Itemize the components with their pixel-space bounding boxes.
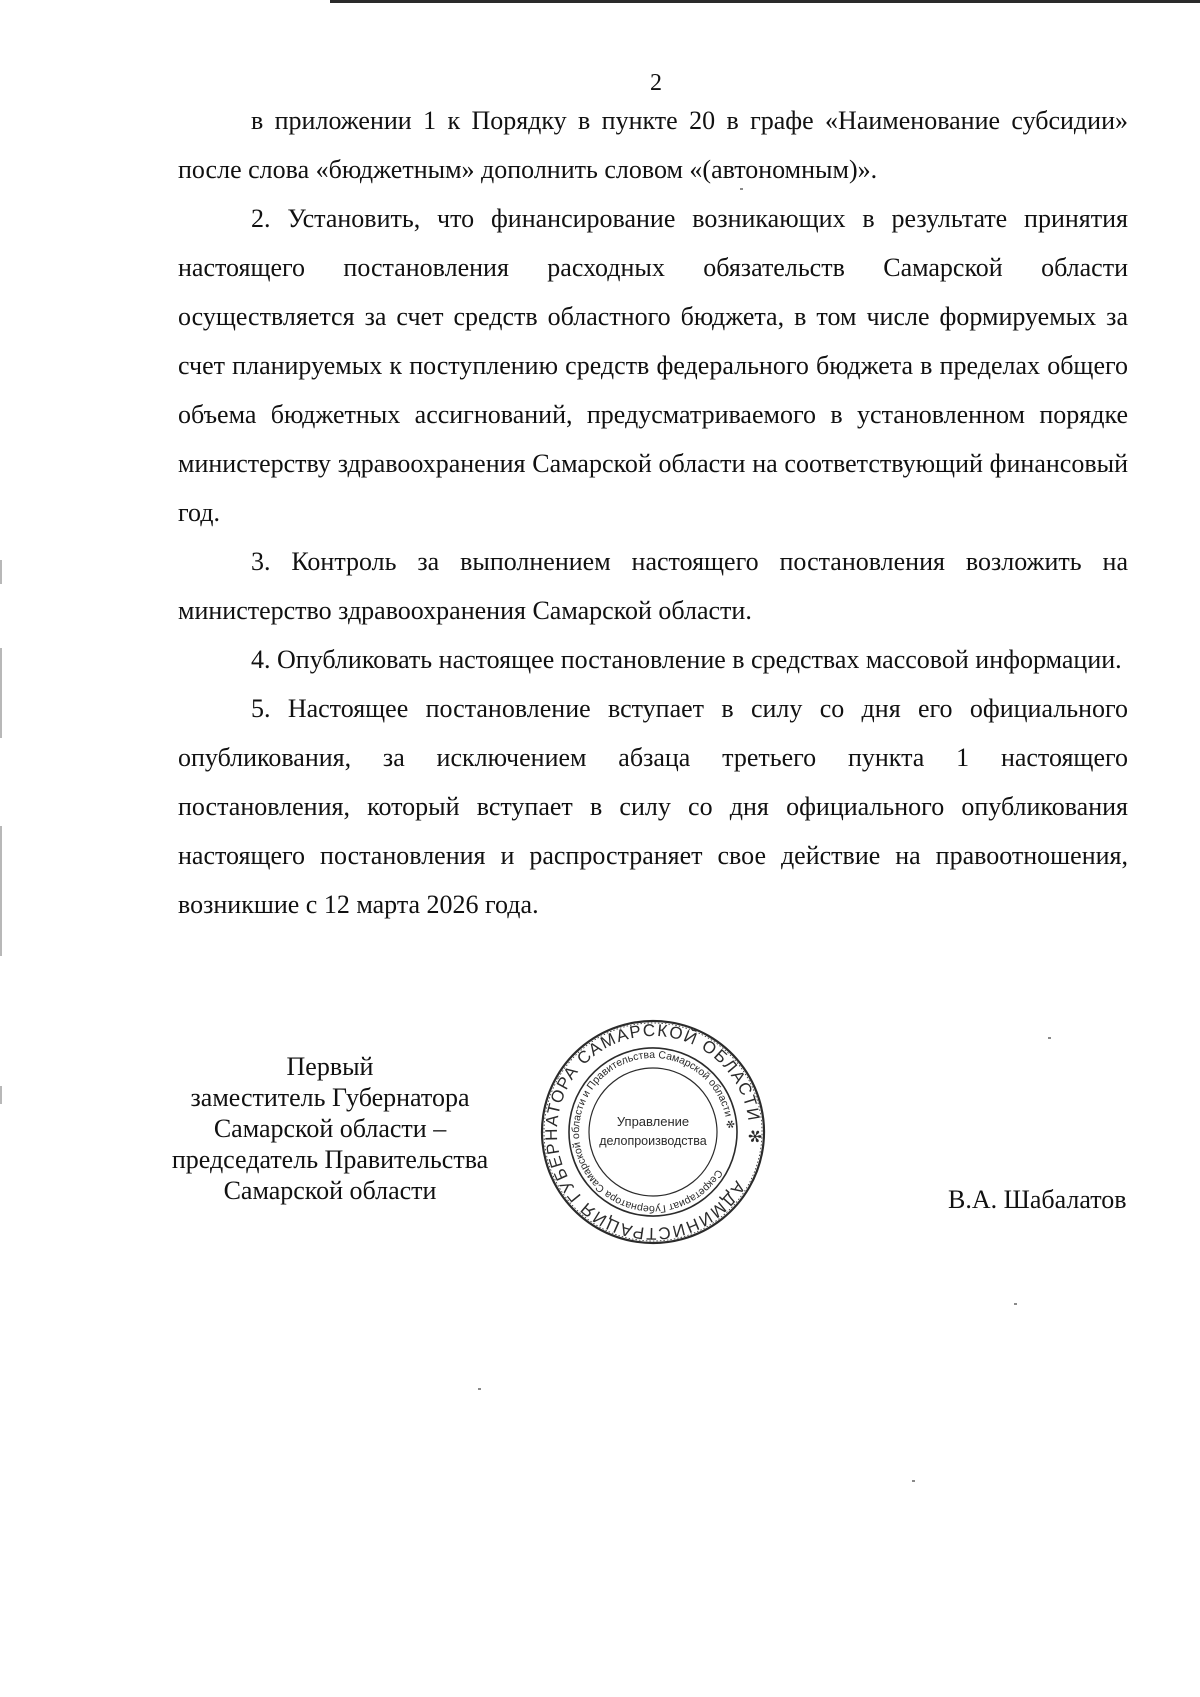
scan-speck [1014, 1303, 1017, 1305]
stamp-center-line: Управление [616, 1114, 690, 1129]
top-border-line [330, 0, 1200, 3]
official-seal-stamp [538, 1017, 768, 1247]
paragraph-2-financing: 2. Установить, что финансирование возникающих в результате принятия настоящего постановления расходных обязательств Самарской области осуществляется за счет средств областного бюджета, в том числе формируемых за счет планируемых к поступлению средств федерального бюджета в пределах общего объема бюджетных ассигнований, предусматриваемого в установленном порядке министерству здравоохранения Самарской области на соответствующий финансовый год. [178, 204, 1128, 527]
signatory-title-line: заместитель Губернатора [190, 1083, 470, 1112]
scan-edge-mark [0, 648, 2, 738]
scan-speck [1048, 1037, 1051, 1039]
scan-edge-mark [0, 560, 2, 584]
paragraph-5-entry-into-force: 5. Настоящее постановление вступает в силу со дня его официального опубликования, за исключением абзаца третьего пункта 1 настоящего постановления, который вступает в силу со дня официального опубликования настоящего постановления и распространяет свое действие на правоотношения, возникшие с 12 марта 2026 года. [178, 694, 1128, 919]
signatory-name: В.А. Шабалатов [948, 1185, 1127, 1214]
scan-edge-mark [0, 1086, 2, 1104]
signatory-title-line: председатель Правительства [171, 1145, 489, 1174]
scan-edge-mark [0, 826, 2, 956]
page-number: 2 [650, 70, 662, 96]
paragraph-4-publication: 4. Опубликовать настоящее постановление в средствах массовой информации. [251, 645, 1122, 674]
signatory-title-line: Самарской области [223, 1176, 437, 1205]
scan-speck [912, 1480, 915, 1482]
document-body [178, 96, 1128, 929]
signatory-title-line: Первый [286, 1052, 374, 1081]
scan-speck [740, 188, 743, 190]
stamp-center-line: делопроизводства [599, 1134, 707, 1148]
stamp-outer-text: АДМИНИСТРАЦИЯ ГУБЕРНАТОРА САМАРСКОЙ ОБЛАСТИ ✻ [541, 1020, 765, 1244]
signatory-title [150, 1051, 510, 1206]
stamp-inner-text: Секретариат Губернатора Самарской области и Правительства Самарской области ✻ [569, 1048, 737, 1216]
signatory-title-line: Самарской области – [213, 1114, 447, 1143]
paragraph-amendment: в приложении 1 к Порядку в пункте 20 в графе «Наименование субсидии» после слова «бюджетным» дополнить словом «(автономным)». [178, 106, 1128, 184]
scan-speck [478, 1388, 481, 1390]
paragraph-3-control: 3. Контроль за выполнением настоящего постановления возложить на министерство здравоохранения Самарской области. [178, 547, 1128, 625]
